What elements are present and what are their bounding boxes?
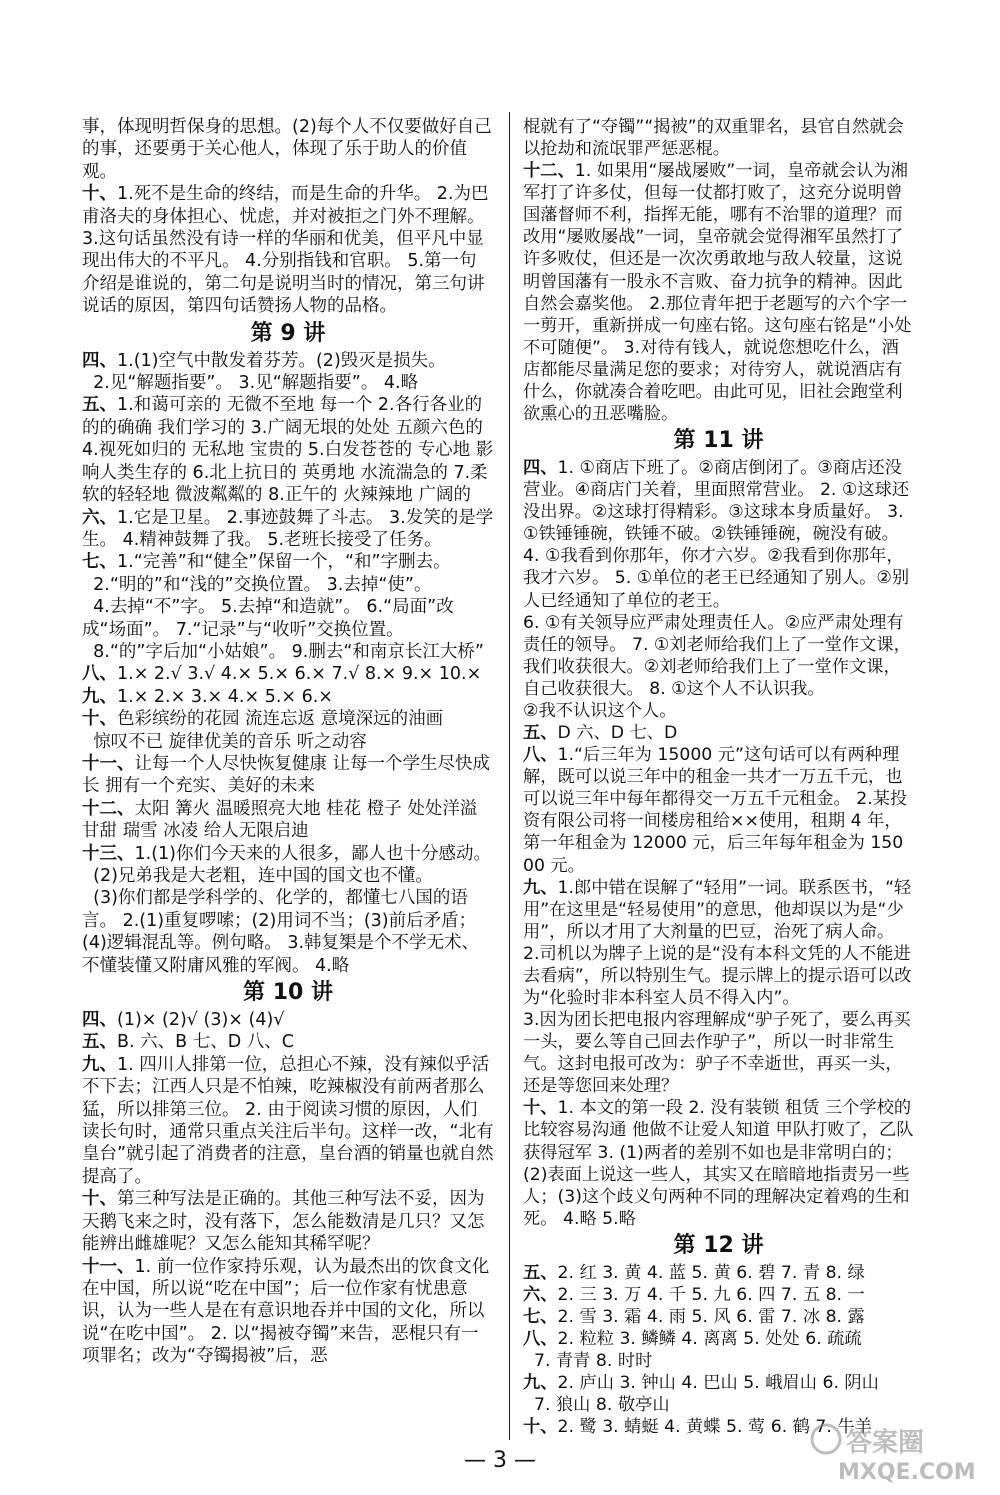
answer-paragraph: 十、第三种写法是正确的。其他三种写法不妥，因为天鹅飞来之时，没有落下，怎么能数清是几只？又怎能辨出雌雄呢？又怎么能知其稀罕呢？ bbox=[82, 1189, 485, 1255]
answer-paragraph: 十三、1.(1)你们今天来的人很多，鄙人也十分感动。 (2)兄弟我是大老粗，连中国的国文也不懂。 (3)你们都是学科学的、化学的，都懂七八国的语言。 2.(1)重复啰嗦；(2)用词不当；(3)前后矛盾；(4)逻辑混乱等。例句略。 3.韩复榘是个不学无术、不懂装懂又附庸风雅的军阀。 4.略 bbox=[82, 843, 491, 976]
answer-paragraph: 十、1. 本文的第一段 2. 没有装锁 租赁 三个学校的 比较容易沟通 他做不让爱人知道 甲队打败了，乙队获得冠军 3. (1)两者的差别不如也是非常明白的；(2)表面上说这一些人，其实又在暗暗地指责另一些人；(3)这个歧义句两种不同的理解决定着鸡的生和死。 4.略 5.略 bbox=[523, 1098, 917, 1229]
section-number: 十二、 bbox=[523, 161, 575, 182]
section-number: 九、 bbox=[82, 1054, 117, 1075]
section-number: 八、 bbox=[523, 745, 558, 766]
section-number: 八、 bbox=[82, 664, 117, 685]
answer-paragraph: 八、1.“后三年为 15000 元”这句话可以有两种理解，既可以说三年中的租金一共才一万五千元，也可以说三年中每年都得交一万五千元租金。 2.某投资有限公司将一间楼房租给××使用，租期 4 年，第一年租金为 12000 元，后三年每年租金为 15000 元。 bbox=[523, 745, 908, 876]
section-number: 五、 bbox=[523, 1262, 558, 1283]
answer-paragraph: 棍就有了“夺镯”“揭被”的双重罪名，县官自然就会以抢劫和流氓罪严惩恶棍。 bbox=[523, 117, 904, 160]
answer-paragraph: 十一、1. 前一位作家持乐观，认为最杰出的饮食文化在中国，所以说“吃在中国”；后一位作家有忧患意识，认为一些人是在有意识地吞并中国的文化，所以说“在吃中国”。 2. 以“揭被夺镯”来告，恶棍只有一项罪名；改为“夺镯揭被”后，恶 bbox=[82, 1256, 490, 1367]
section-number: 九、 bbox=[82, 686, 117, 707]
answer-paragraph: 十一、让每一个人尽快恢复健康 让每一个学生尽快成长 拥有一个充实、美好的未来 bbox=[82, 753, 491, 797]
watermark-logo bbox=[808, 1417, 978, 1487]
section-number: 十三、 bbox=[82, 843, 135, 864]
section-number: 十、 bbox=[82, 184, 117, 205]
answer-paragraph: 事，体现明哲保身的思想。(2)每个人不仅要做好自己的事，还要勇于关心他人，体现了乐于助人的价值观。 bbox=[82, 117, 492, 182]
answer-paragraph: 八、2. 粒粒 3. 鳞鳞 4. 离离 5. 处处 6. 疏疏 7. 青青 8. 时时 bbox=[523, 1329, 862, 1372]
section-number: 八、 bbox=[523, 1329, 558, 1350]
answer-paragraph: 十、色彩缤纷的花园 流连忘返 意境深远的油画 惊叹不已 旋律优美的音乐 听之动容 bbox=[82, 709, 444, 752]
section-heading: 第 9 讲 bbox=[250, 320, 326, 346]
answer-paragraph: 六、2. 三 3. 万 4. 千 5. 九 6. 四 7. 五 8. 一 bbox=[523, 1284, 865, 1305]
svg-text:MXQE.COM: MXQE.COM bbox=[838, 1460, 976, 1485]
right-column bbox=[523, 116, 917, 1438]
svg-text:答案圈: 答案圈 bbox=[846, 1428, 925, 1458]
section-number: 七、 bbox=[523, 1306, 558, 1327]
answer-paragraph: 五、2. 红 3. 黄 4. 蓝 5. 黄 6. 碧 7. 青 8. 绿 bbox=[523, 1262, 865, 1283]
answer-paragraph: 十、1.死不是生命的终结，而是生命的升华。 2.为巴甫洛夫的身体担心、忧虑，并对被拒之门外不理解。 3.这句话虽然没有诗一样的华丽和优美，但平凡中显现出伟大的不平凡。 4.分别指钱和官职。 5.第一句介绍是谁说的，第二句是说明当时的情况，第三句讲说话的原因，第四句话赞扬人物的品格。 bbox=[82, 184, 491, 317]
answer-paragraph: 七、1.“完善”和“健全”保留一个，“和”字删去。 2.“明的”和“浅的”交换位置。 3.去掉“使”。 4.去掉“不”字。 5.去掉“和造就”。 6.“局面”改成“场面”。 7.“记录”与“收听”交换位置。 8.“的”字后加“小姑娘”。 9.删去“和南京长江大桥” bbox=[82, 552, 484, 662]
page-number: — 3 — bbox=[464, 1448, 536, 1473]
column-divider bbox=[509, 112, 510, 1440]
section-number: 十、 bbox=[523, 1417, 558, 1438]
answer-paragraph: 九、1.× 2.× 3.× 4.× 5.× 6.× bbox=[82, 686, 333, 707]
section-number: 六、 bbox=[523, 1284, 558, 1305]
answer-paragraph: 十二、太阳 篝火 温暖照亮大地 桂花 橙子 处处洋溢甘甜 瑞雪 冰凌 给人无限启迪 bbox=[82, 798, 478, 842]
section-number: 五、 bbox=[82, 1032, 117, 1053]
left-column bbox=[82, 116, 494, 1368]
section-number: 十一、 bbox=[82, 1256, 135, 1277]
answer-paragraph: 五、B. 六、B 七、D 八、C bbox=[82, 1032, 294, 1053]
section-number: 四、 bbox=[82, 350, 117, 371]
answer-paragraph: 九、1. 四川人排第一位，总担心不辣，没有辣似乎活不下去；江西人只是不怕辣，吃辣椒没有前两者那么猛，所以排第三位。 2. 由于阅读习惯的原因，人们读长句时，通常只重点关注后半句。这样一改，“北有皇台”就引起了消费者的注意，皇台酒的销量也就自然提高了。 bbox=[82, 1054, 494, 1187]
answer-paragraph: 五、D 六、D 七、D bbox=[523, 723, 678, 744]
section-number: 十二、 bbox=[82, 798, 135, 819]
answer-paragraph: 四、1. ①商店下班了。②商店倒闭了。③商店还没营业。④商店门关着，里面照常营业。 2. ①这球还没出界。②这球打得精彩。③这球本身质量好。 3. ①铁锤锤碗，铁锤不破。②铁锤锤碗，碗没有破。 4. ①我看到你那年，你才六岁。②我看到你那年，我才六岁。 5. ①单位的老王已经通知了别人。②别人已经通知了单位的老王。 6. ①有关领导应严肃处理责任人。②应严肃处理有责任的领导。 7. ①刘老师给我们上了一堂作文课，我们收获很大。②刘老师给我们上了一堂作文课，自己收获很大。 8. ①这个人不认识我。 ②我不认识这个人。 bbox=[523, 458, 911, 721]
section-number: 五、 bbox=[82, 395, 117, 416]
section-heading: 第 10 讲 bbox=[243, 980, 333, 1006]
answer-paragraph: 十、2. 鹭 3. 蜻蜓 4. 黄蝶 5. 莺 6. 鹤 7. 牛羊 bbox=[523, 1417, 872, 1438]
section-number: 十一、 bbox=[82, 753, 135, 774]
section-number: 四、 bbox=[82, 1010, 117, 1031]
section-number: 五、 bbox=[523, 723, 558, 744]
answer-paragraph: 四、(1)× (2)√ (3)× (4)√ bbox=[82, 1010, 285, 1031]
answer-paragraph: 四、1.(1)空气中散发着芬芳。(2)毁灭是损失。 2.见“解题指要”。 3.见“解题指要”。 4.略 bbox=[82, 350, 446, 394]
section-number: 九、 bbox=[523, 1373, 558, 1394]
answer-paragraph: 九、1.郎中错在误解了“轻用”一词。联系医书，“轻用”在这里是“轻易使用”的意思，他却误以为是“少用”，所以才用了大剂量的巴豆，治死了病人命。 2.司机以为牌子上说的是“没有本科文凭的人不能进去看病”，所以特别生气。提示牌上的提示语可以改为“化验时非本科室人员不得入内”。 3.因为团长把电报内容理解成“驴子死了，要么再买一头，要么等自己回去作驴子”，所以一时非常生气。这封电报可改为：驴子不幸逝世，再买一头，还是等您回来处理？ bbox=[523, 877, 912, 1097]
section-heading: 第 11 讲 bbox=[673, 428, 764, 454]
section-number: 六、 bbox=[82, 507, 117, 528]
answer-paragraph: 七、2. 雪 3. 霜 4. 雨 5. 风 6. 雷 7. 冰 8. 露 bbox=[523, 1306, 865, 1327]
answer-paragraph: 六、1.它是卫星。 2.事迹鼓舞了斗志。 3.发笑的是学生。 4.精神鼓舞了我。 5.老班长接受了任务。 bbox=[82, 507, 494, 550]
answer-paragraph: 九、2. 庐山 3. 钟山 4. 巴山 5. 峨眉山 6. 阴山 7. 狼山 8. 敬亭山 bbox=[523, 1373, 879, 1416]
answer-paragraph: 五、1.和蔼可亲的 无微不至地 每一个 2.各行各业的 的的确确 我们学习的 3.广阔无垠的处处 五颜六色的 4.视死如归的 无私地 宝贵的 5.白发苍苍的 专心地 影响人类生存的 6.北上抗日的 英勇地 水流湍急的 7.柔软的轻轻地 微波粼粼的 8.正午的 火辣辣地 广阔的 bbox=[82, 395, 494, 506]
section-number: 九、 bbox=[523, 877, 558, 898]
answer-paragraph: 十二、1. 如果用“屡战屡败”一词，皇帝就会认为湘军打了许多仗，但每一仗都打败了，这充分说明曾国藩督师不利，指挥无能，哪有不治罪的道理？而改用“屡败屡战”一词，皇帝就会觉得湘军虽然打了许多败仗，但还是一次次勇敢地与敌人较量，这说明曾国藩有一股永不言败、奋力抗争的精神。因此自然会嘉奖他。 2.那位青年把于老题写的六个字一一剪开，重新拼成一句座右铭。这句座右铭是“小处不可随便”。 3.对待有钱人，就说您想吃什么，酒店都能尽量满足您的要求；对待穷人，就说酒店有什么，你就凑合着吃吧。由此可见，旧社会跑堂利欲熏心的丑恶嘴脸。 bbox=[523, 161, 912, 425]
answer-paragraph: 八、1.× 2.√ 3.√ 4.× 5.× 6.× 7.√ 8.× 9.× 10.× bbox=[82, 664, 482, 685]
section-number: 七、 bbox=[82, 552, 117, 573]
section-number: 十、 bbox=[82, 1189, 117, 1210]
section-number: 十、 bbox=[523, 1098, 558, 1119]
section-number: 四、 bbox=[523, 458, 558, 479]
section-heading: 第 12 讲 bbox=[673, 1232, 764, 1258]
section-number: 十、 bbox=[82, 709, 117, 730]
